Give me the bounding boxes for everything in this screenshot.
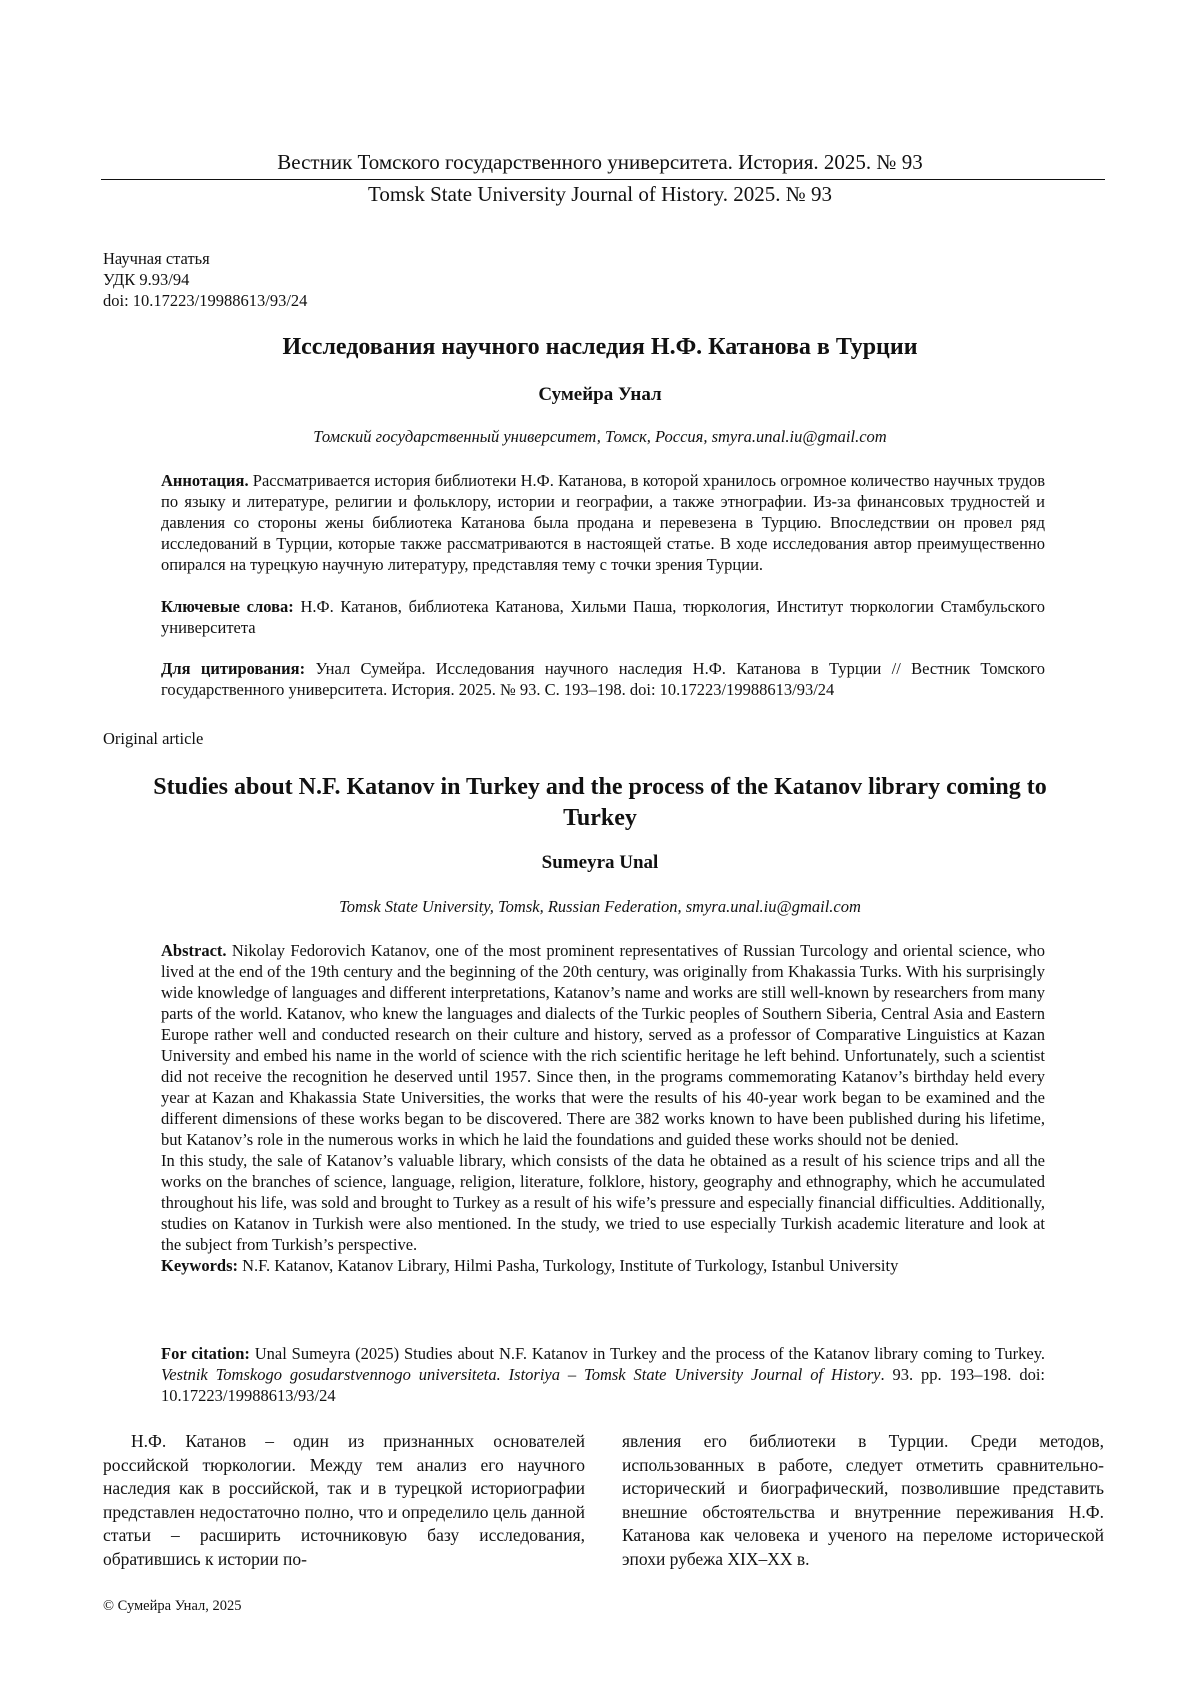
abstract-text-en-2: In this study, the sale of Katanov’s valuable library, which consists of the data he obtained as a result of his science trips and all the works on the branches of science, language, religion, literature, folklore, history, geography and ethnography, which he accumulated throughout his life, was sold and brought to Turkey as a result of his wife’s pressure and especially financial difficulties. Additionally, studies on Katanov in Turkish were also mentioned. In the study, we tried to use especially Turkish academic literature and look at the subject from Turkish’s perspective. (161, 1151, 1045, 1254)
copyright-notice: © Сумейра Унал, 2025 (103, 1598, 242, 1614)
header-rule (101, 179, 1105, 180)
citation-ru (161, 658, 1045, 700)
body-text-left: Н.Ф. Катанов – один из признанных основателей российской тюркологии. Между тем анализ его научного наследия как в российской, так и в турецкой историографии представлен недостаточно полно, что и определило цель данной статьи – расширить источниковую базу исследования, обратившись к истории по- (103, 1431, 585, 1569)
abstract-text-en-1: Nikolay Fedorovich Katanov, one of the most prominent representatives of Russian Turcology and oriental science, who lived at the end of the 19th century and the beginning of the 20th century, was originally from Khakassia Turks. With his surprisingly wide knowledge of languages and different interpretations, Katanov’s name and works are still well-known by researchers from many parts of the world. Katanov, who knew the languages and dialects of the Turkic peoples of Southern Siberia, Central Asia and Eastern Europe rather well and conducted research on their culture and history, served as a professor of Comparative Linguistics at Kazan University and embed his name in the world of science with the rich scientific heritage he left behind. Unfortunately, such a scientist did not receive the recognition he deserved until 1957. Since then, in the programs commemorating Katanov’s birthday held every year at Kazan and Khakassia State Universities, the works that were the results of his 40-year work began to be examined and the different dimensions of these works began to be discovered. There are 382 works known to have been published during his lifetime, but Katanov’s role in the numerous works in which he laid the foundations and guided these works should not be denied. (161, 941, 1045, 1149)
abstract-label-ru: Аннотация. (161, 471, 249, 490)
abstract-text-ru: Рассматривается история библиотеки Н.Ф. Катанова, в которой хранилось огромное количество научных трудов по языку и литературе, религии и фольклору, истории и географии, а также этнографии. Из-за финансовых трудностей и давления со стороны жены библиотека Катанова была продана и перевезена в Турцию. Впоследствии он провел ряд исследований в Турции, которые также рассматриваются в настоящей статье. В ходе исследования автор преимущественно опирался на турецкую научную литературу, представляя тему с точки зрения Турции. (161, 471, 1045, 574)
journal-header-en: Tomsk State University Journal of History. 2025. № 93 (368, 182, 832, 206)
affiliation-ru: Томский государственный университет, Томск, Россия, smyra.unal.iu@gmail.com (313, 427, 887, 446)
abstract-en (161, 940, 1045, 1276)
citation-en (161, 1343, 1045, 1406)
keywords-text-ru: Н.Ф. Катанов, библиотека Катанова, Хильми Паша, тюркология, Институт тюркологии Стамбульского университета (161, 597, 1045, 637)
body-column-right (622, 1430, 1104, 1571)
abstract-label-en: Abstract. (161, 941, 227, 960)
author-en: Sumeyra Unal (541, 852, 659, 873)
keywords-label-ru: Ключевые слова: (161, 597, 294, 616)
keywords-text-en: N.F. Katanov, Katanov Library, Hilmi Pasha, Turkology, Institute of Turkology, Istanbul University (238, 1256, 899, 1275)
abstract-ru (161, 470, 1045, 575)
keywords-label-en: Keywords: (161, 1256, 238, 1275)
citation-journal-en: Vestnik Tomskogo gosudarstvennogo universiteta. Istoriya – Tomsk State University Journal of History (161, 1365, 881, 1384)
body-column-left (103, 1430, 585, 1571)
citation-label-ru: Для цитирования: (161, 659, 306, 678)
article-meta (103, 248, 307, 311)
citation-text-en-2: . 93. pp. 193–198. doi: 10.17223/19988613/93/24 (161, 1365, 1045, 1405)
citation-label-en: For citation: (161, 1344, 250, 1363)
title-en: Studies about N.F. Katanov in Turkey and the process of the Katanov library coming to Turkey (153, 774, 1047, 831)
doi: doi: 10.17223/19988613/93/24 (103, 291, 308, 310)
keywords-ru (161, 596, 1045, 638)
title-ru: Исследования научного наследия Н.Ф. Катанова в Турции (282, 334, 918, 360)
author-ru: Сумейра Унал (538, 384, 662, 405)
udc-code: УДК 9.93/94 (103, 270, 190, 289)
article-type-ru: Научная статья (103, 249, 210, 268)
citation-text-en-1: Unal Sumeyra (2025) Studies about N.F. Katanov in Turkey and the process of the Katanov library coming to Turkey. (249, 1344, 1045, 1363)
article-type-en: Original article (103, 729, 204, 748)
journal-header-ru: Вестник Томского государственного университета. История. 2025. № 93 (277, 150, 923, 174)
affiliation-en: Tomsk State University, Tomsk, Russian Federation, smyra.unal.iu@gmail.com (339, 897, 861, 916)
body-text-right: явления его библиотеки в Турции. Среди методов, использованных в работе, следует отметить сравнительно-исторический и биографический, позволившие представить внешние обстоятельства и внутренние переживания Н.Ф. Катанова как человека и ученого на переломе исторической эпохи рубежа XIX–XX в. (622, 1431, 1104, 1569)
citation-text-ru: Унал Сумейра. Исследования научного наследия Н.Ф. Катанова в Турции // Вестник Томского государственного университета. История. 2025. № 93. С. 193–198. doi: 10.17223/19988613/93/24 (161, 659, 1045, 699)
